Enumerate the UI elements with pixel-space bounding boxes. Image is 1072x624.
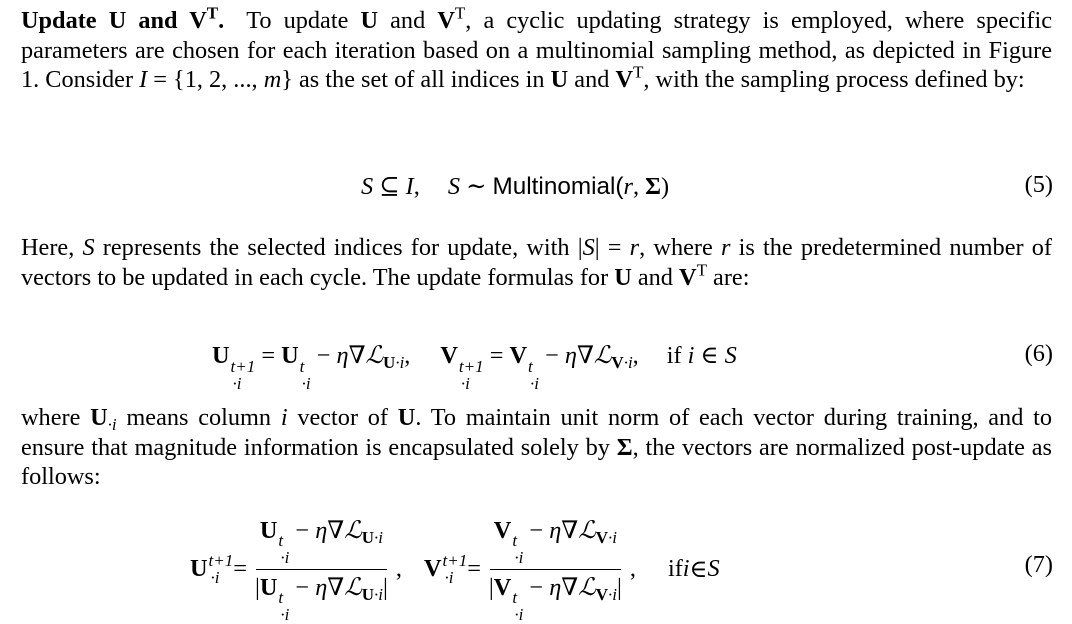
equation-7-number: (7)	[1024, 551, 1053, 578]
section-heading: Update U and $V^T$.	[21, 3, 225, 34]
equation-5-body: S ⊆ I, S ∼ Multinomial(r, Σ)	[361, 173, 670, 200]
equation-7-body: U t+1 ·i = U t ·i − η∇ℒ$_{U\cdot i}$ |U t ·i − η∇ℒ$_{U\cdot i}$| , V t+1 ·i = V t ·i − η∇ℒ$_{V\cdot i}$ |V t ·i − η∇ℒ$_{V\cdot i}$| , if i ∈ S	[190, 514, 720, 624]
fraction-v: V t ·i − η∇ℒ$_{V\cdot i}$ |V t ·i − η∇ℒ$_{V\cdot i}$|	[488, 514, 622, 624]
equation-6-body: U t+1 ·i = U t ·i − η∇ℒ$_{U\cdot i}$, V t+1 ·i = V t ·i − η∇ℒ$_{V\cdot i}$, if i ∈ S	[212, 340, 737, 393]
equation-7	[0, 514, 1072, 624]
paragraph-here-s: Here, S represents the selected indices for update, with |S| = r, where r is the predetermined number of vectors to be updated in each cycle. The update formulas for U and $V^T$ are:	[21, 234, 1053, 291]
fraction-u: U t ·i − η∇ℒ$_{U\cdot i}$ |U t ·i − η∇ℒ$_{U\cdot i}$|	[254, 514, 388, 624]
equation-5-number: (5)	[1024, 171, 1053, 198]
paragraph-update-u-v: Update U and $V^T$. To update U and $V^T$, a cyclic updating strategy is employed, where specific parameters are chosen for each iteration based on a multinomial sampling method, as depicted in Figure 1. Consider I = {1, 2, ..., m} as the set of all indices in U and $V^T$, with the sampling process defined by:	[21, 3, 1052, 93]
equation-6-number: (6)	[1024, 340, 1053, 367]
paragraph-where-u: where $U_{\cdot i}$ means column i vector of U. To maintain unit norm of each vector during training, and to ensure that magnitude information is encapsulated solely by Σ, the vectors are normalized post-update as follows:	[21, 404, 1052, 490]
